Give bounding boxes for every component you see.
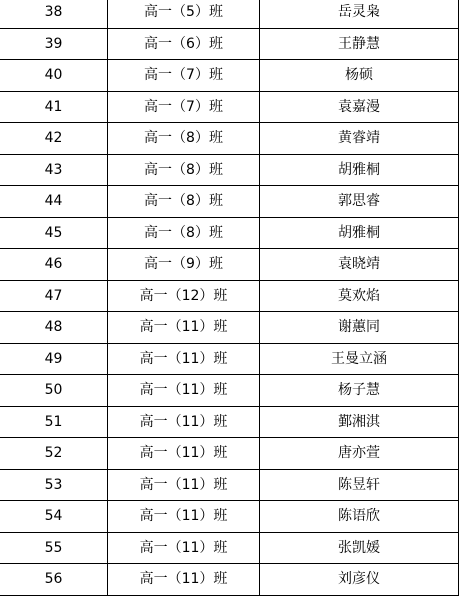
row-number-cell: 44: [0, 186, 108, 218]
row-number-cell: 56: [0, 564, 108, 596]
row-number-cell: 38: [0, 0, 108, 28]
student-name-cell: 王曼立涵: [260, 343, 459, 375]
row-number-cell: 41: [0, 91, 108, 123]
table-row: [0, 123, 459, 155]
table-row: [0, 438, 459, 470]
class-cell: 高一（11）班: [108, 501, 260, 533]
table-row: [0, 501, 459, 533]
table-row: [0, 406, 459, 438]
student-name-cell: 胡雅桐: [260, 217, 459, 249]
student-name-cell: 张凯媛: [260, 532, 459, 564]
student-name-cell: 王静慧: [260, 28, 459, 60]
student-name-cell: 唐亦萱: [260, 438, 459, 470]
student-name-cell: 袁晓靖: [260, 249, 459, 281]
row-number-cell: 40: [0, 60, 108, 92]
row-number-cell: 43: [0, 154, 108, 186]
row-number-cell: 42: [0, 123, 108, 155]
table-row: [0, 60, 459, 92]
student-name-cell: 杨硕: [260, 60, 459, 92]
class-cell: 高一（11）班: [108, 564, 260, 596]
table-row: [0, 249, 459, 281]
student-name-cell: 陈语欣: [260, 501, 459, 533]
row-number-cell: 51: [0, 406, 108, 438]
student-name-cell: 黄睿靖: [260, 123, 459, 155]
class-cell: 高一（8）班: [108, 186, 260, 218]
class-cell: 高一（12）班: [108, 280, 260, 312]
row-number-cell: 49: [0, 343, 108, 375]
class-cell: 高一（8）班: [108, 217, 260, 249]
table-row: [0, 532, 459, 564]
class-cell: 高一（7）班: [108, 91, 260, 123]
row-number-cell: 52: [0, 438, 108, 470]
class-cell: 高一（8）班: [108, 123, 260, 155]
student-name-cell: 陈昱轩: [260, 469, 459, 501]
row-number-cell: 50: [0, 375, 108, 407]
class-cell: 高一（11）班: [108, 532, 260, 564]
table-row: [0, 91, 459, 123]
row-number-cell: 53: [0, 469, 108, 501]
class-cell: 高一（11）班: [108, 438, 260, 470]
student-name-cell: 胡雅桐: [260, 154, 459, 186]
table-row: [0, 375, 459, 407]
class-cell: 高一（11）班: [108, 469, 260, 501]
table-row: [0, 0, 459, 28]
class-cell: 高一（11）班: [108, 406, 260, 438]
table-row: [0, 154, 459, 186]
student-name-cell: 袁嘉漫: [260, 91, 459, 123]
row-number-cell: 46: [0, 249, 108, 281]
class-cell: 高一（11）班: [108, 343, 260, 375]
student-name-cell: 鄞湘淇: [260, 406, 459, 438]
row-number-cell: 45: [0, 217, 108, 249]
class-cell: 高一（9）班: [108, 249, 260, 281]
row-number-cell: 39: [0, 28, 108, 60]
table-row: [0, 469, 459, 501]
student-name-cell: 谢蕙同: [260, 312, 459, 344]
class-cell: 高一（6）班: [108, 28, 260, 60]
table-row: [0, 343, 459, 375]
table-row: [0, 217, 459, 249]
table-row: [0, 28, 459, 60]
student-name-cell: 郭思睿: [260, 186, 459, 218]
class-cell: 高一（5）班: [108, 0, 260, 28]
student-name-cell: 岳灵枭: [260, 0, 459, 28]
class-cell: 高一（7）班: [108, 60, 260, 92]
table-row: [0, 564, 459, 596]
student-name-cell: 莫欢焰: [260, 280, 459, 312]
table-row: [0, 186, 459, 218]
row-number-cell: 54: [0, 501, 108, 533]
student-name-cell: 刘彦仪: [260, 564, 459, 596]
table-row: [0, 312, 459, 344]
row-number-cell: 48: [0, 312, 108, 344]
class-cell: 高一（11）班: [108, 375, 260, 407]
table-row: [0, 280, 459, 312]
student-name-cell: 杨子慧: [260, 375, 459, 407]
class-cell: 高一（8）班: [108, 154, 260, 186]
class-cell: 高一（11）班: [108, 312, 260, 344]
row-number-cell: 47: [0, 280, 108, 312]
row-number-cell: 55: [0, 532, 108, 564]
